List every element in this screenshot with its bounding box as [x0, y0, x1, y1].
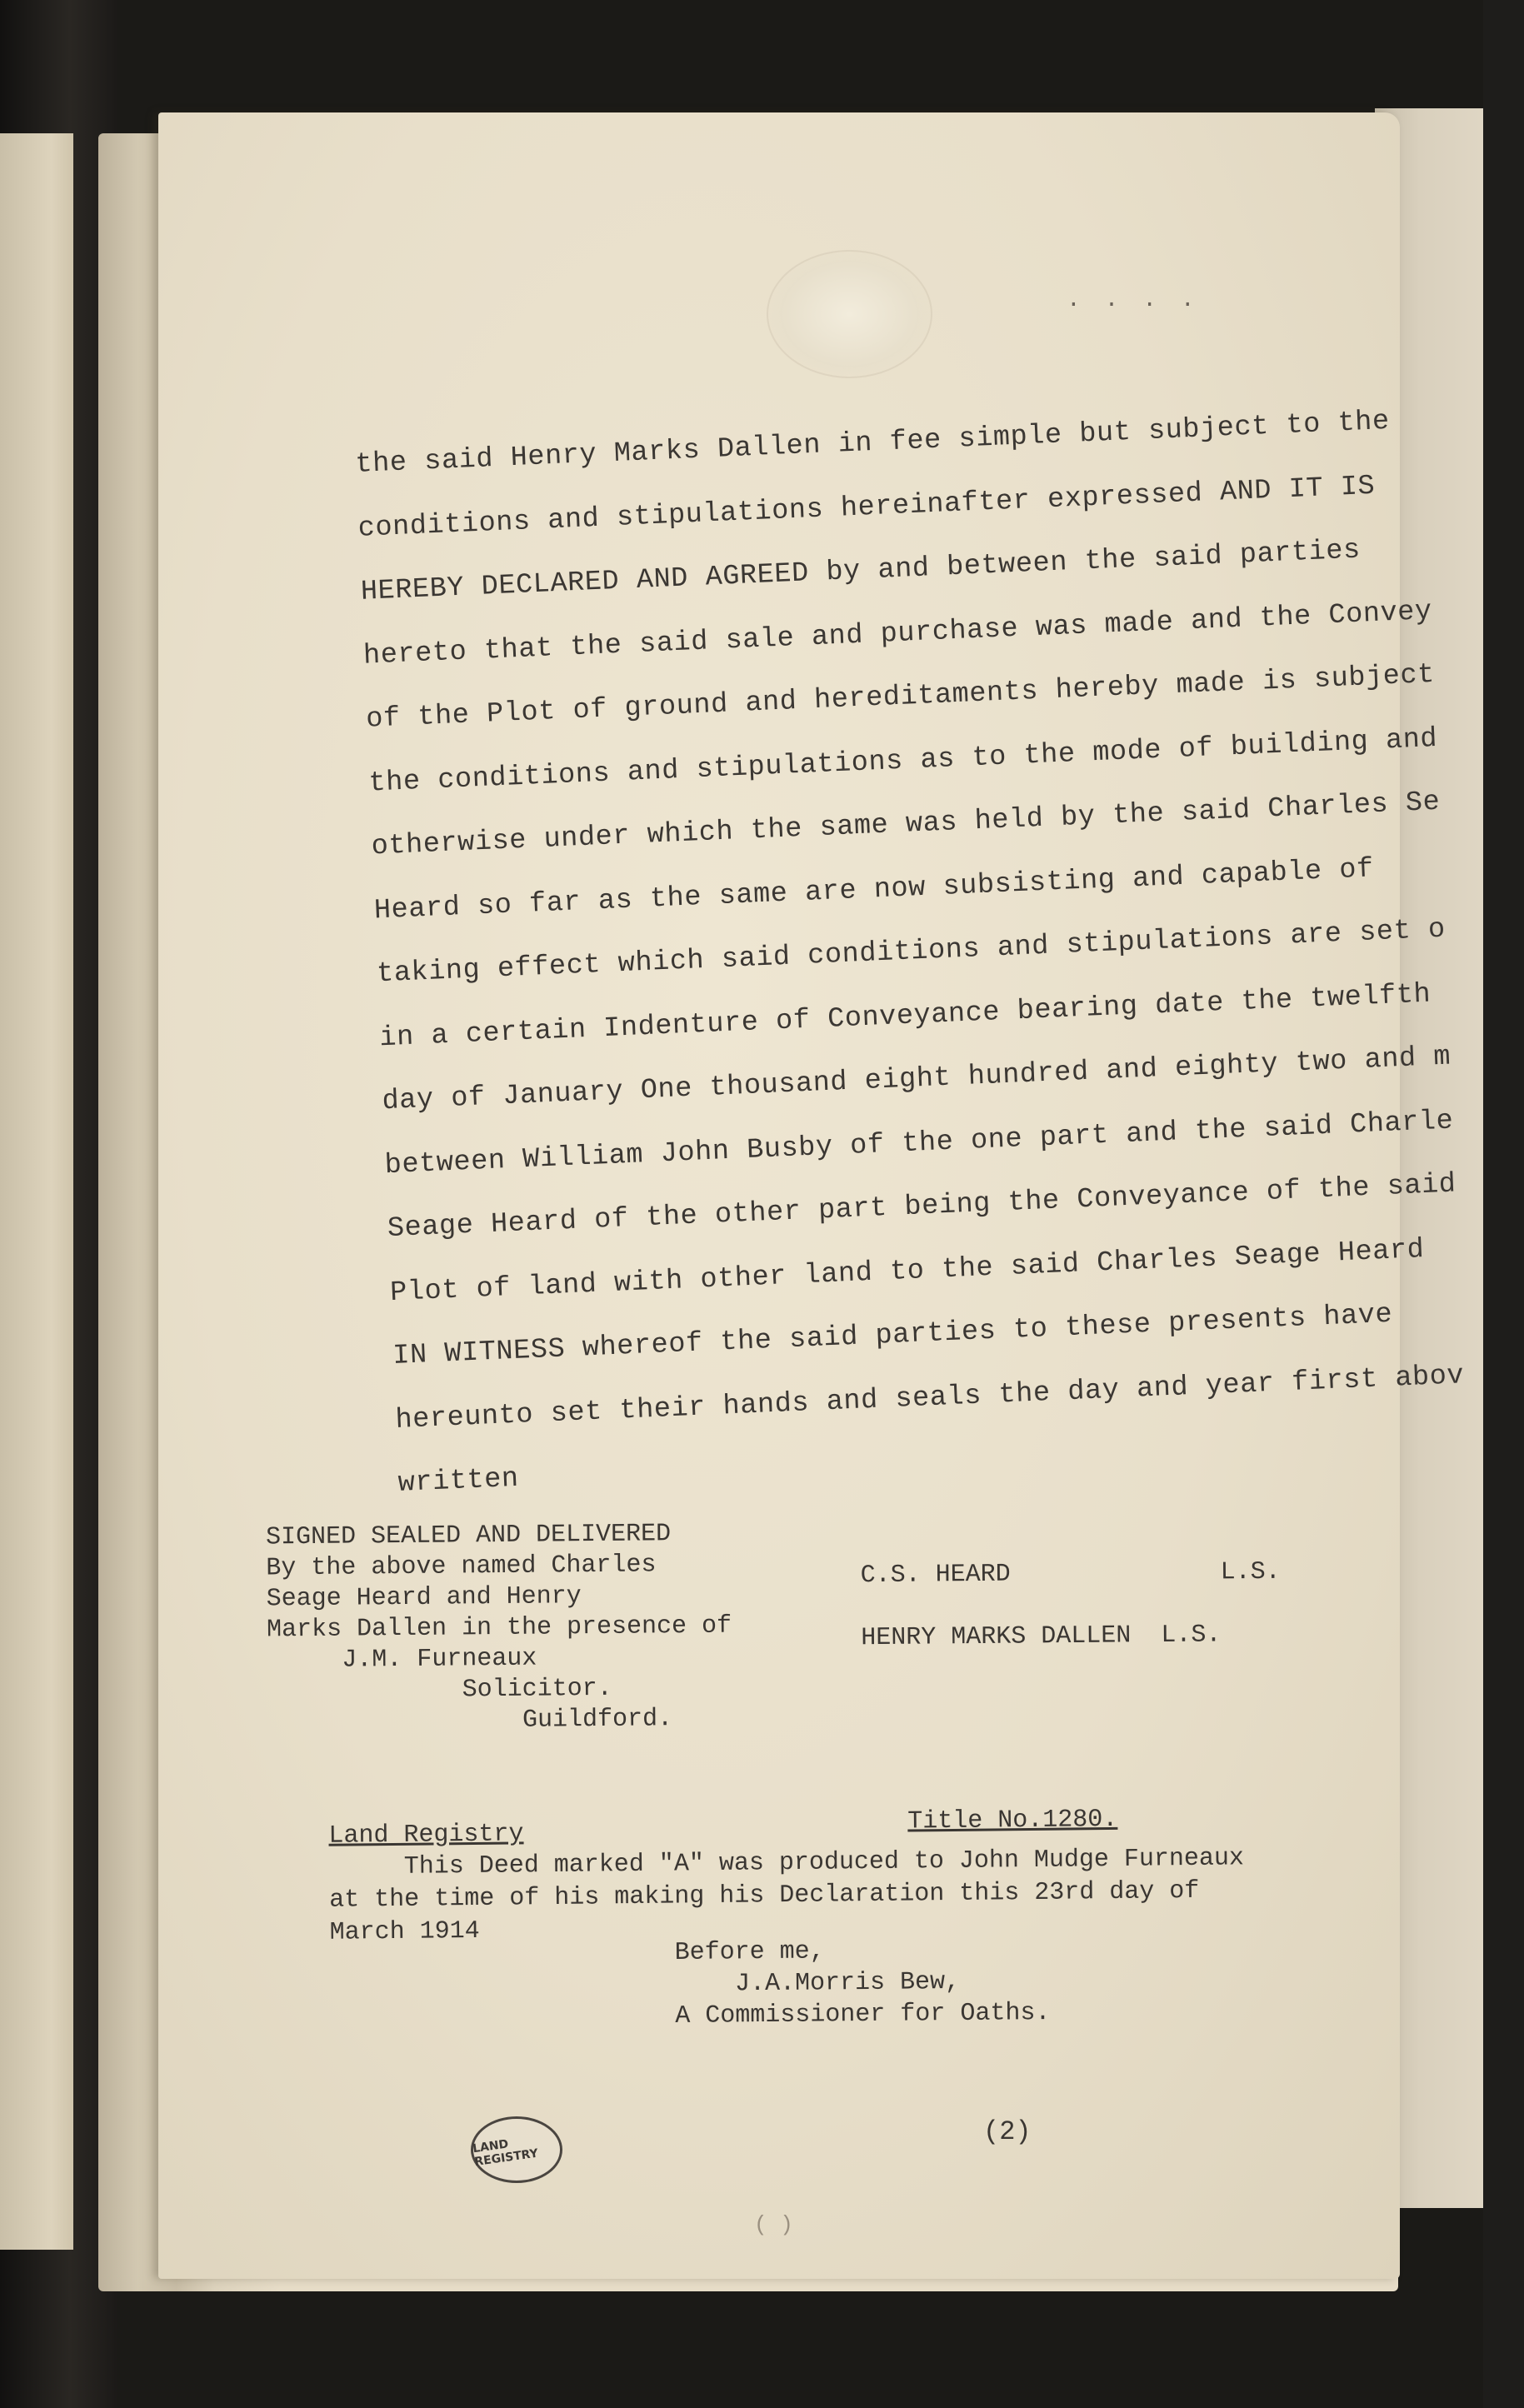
deed-body-line: Heard so far as the same are now subsisting and capable of	[373, 852, 1375, 927]
attestation-line: Marks Dallen in the presence of	[266, 1611, 732, 1645]
deed-body-line: otherwise under which the same was held by the said Charles Se	[371, 786, 1442, 863]
page-number: (2)	[983, 2116, 1032, 2147]
deed-body-line: between William John Busby of the one part and the said Charle	[384, 1104, 1455, 1182]
attestation-line: Guildford.	[267, 1705, 673, 1737]
attestation-line: Seage Heard and Henry	[266, 1582, 582, 1614]
deed-body-line: conditions and stipulations hereinafter expressed AND IT IS	[357, 470, 1377, 545]
land-registry-stamp-icon	[471, 2116, 562, 2183]
witness-line: Before me,	[674, 1937, 825, 1967]
deed-body-line: the said Henry Marks Dallen in fee simple but subject to the	[354, 405, 1391, 481]
footer-mark: ( )	[754, 2212, 793, 2237]
title-number: Title No.1280.	[907, 1805, 1118, 1836]
signatory-line: C.S. HEARD L.S.	[860, 1557, 1281, 1591]
attestation-line: SIGNED SEALED AND DELIVERED	[265, 1520, 672, 1552]
deed-body-line: hereunto set their hands and seals the day and year first abov	[394, 1359, 1465, 1436]
deed-body-line: hereto that the said sale and purchase was made and the Convey	[362, 595, 1433, 672]
signatories	[860, 1541, 1281, 1670]
attestation-line: J.M. Furneaux	[267, 1644, 537, 1676]
registry-note-line: This Deed marked "A" was produced to John Mudge Furneaux	[328, 1844, 1245, 1882]
registry-note-line: at the time of his making his Declaration this 23rd day of	[329, 1876, 1200, 1915]
deed-body-line: IN WITNESS whereof the said parties to these presents have	[392, 1298, 1393, 1373]
deed-body-line: HEREBY DECLARED AND AGREED by and between the said parties	[360, 534, 1362, 608]
witness-line: A Commissioner for Oaths.	[675, 1999, 1051, 2031]
deed-body-line: written	[397, 1462, 520, 1500]
embossed-seal-icon	[767, 250, 932, 378]
facing-page-left	[0, 133, 73, 2250]
attestation-clause	[266, 1519, 732, 1739]
attestation-line: By the above named Charles	[266, 1551, 657, 1583]
deed-body-line: Plot of land with other land to the said Charles Seage Heard	[389, 1233, 1426, 1309]
attestation-line: Solicitor.	[267, 1674, 612, 1706]
commissioner-witness	[675, 1934, 1051, 2032]
witness-line: J.A.Morris Bew,	[674, 1967, 961, 1999]
corner-marks: . . . .	[1067, 287, 1200, 313]
deed-body-line: day of January One thousand eight hundred and eighty two and m	[381, 1041, 1452, 1118]
signatory-line: HENRY MARKS DALLEN L.S.	[861, 1621, 1222, 1653]
deed-body	[354, 390, 1465, 1516]
registry-note-line: March 1914	[329, 1916, 480, 1947]
deed-body-line: the conditions and stipulations as to the mode of building and	[367, 722, 1438, 800]
stamp-text: LAND REGISTRY	[472, 2137, 539, 2170]
registry-heading-left: Land Registry	[328, 1820, 524, 1851]
deed-body-line: of the Plot of ground and hereditaments hereby made is subject	[365, 658, 1436, 736]
deed-body-line: in a certain Indenture of Conveyance bearing date the twelfth	[378, 977, 1432, 1054]
deed-body-line: Seage Heard of the other part being the Conveyance of the said	[387, 1168, 1457, 1246]
deed-body-line: taking effect which said conditions and stipulations are set o	[376, 913, 1447, 991]
book-binding-right	[1483, 0, 1524, 2408]
land-registry-note	[328, 1805, 1413, 1950]
